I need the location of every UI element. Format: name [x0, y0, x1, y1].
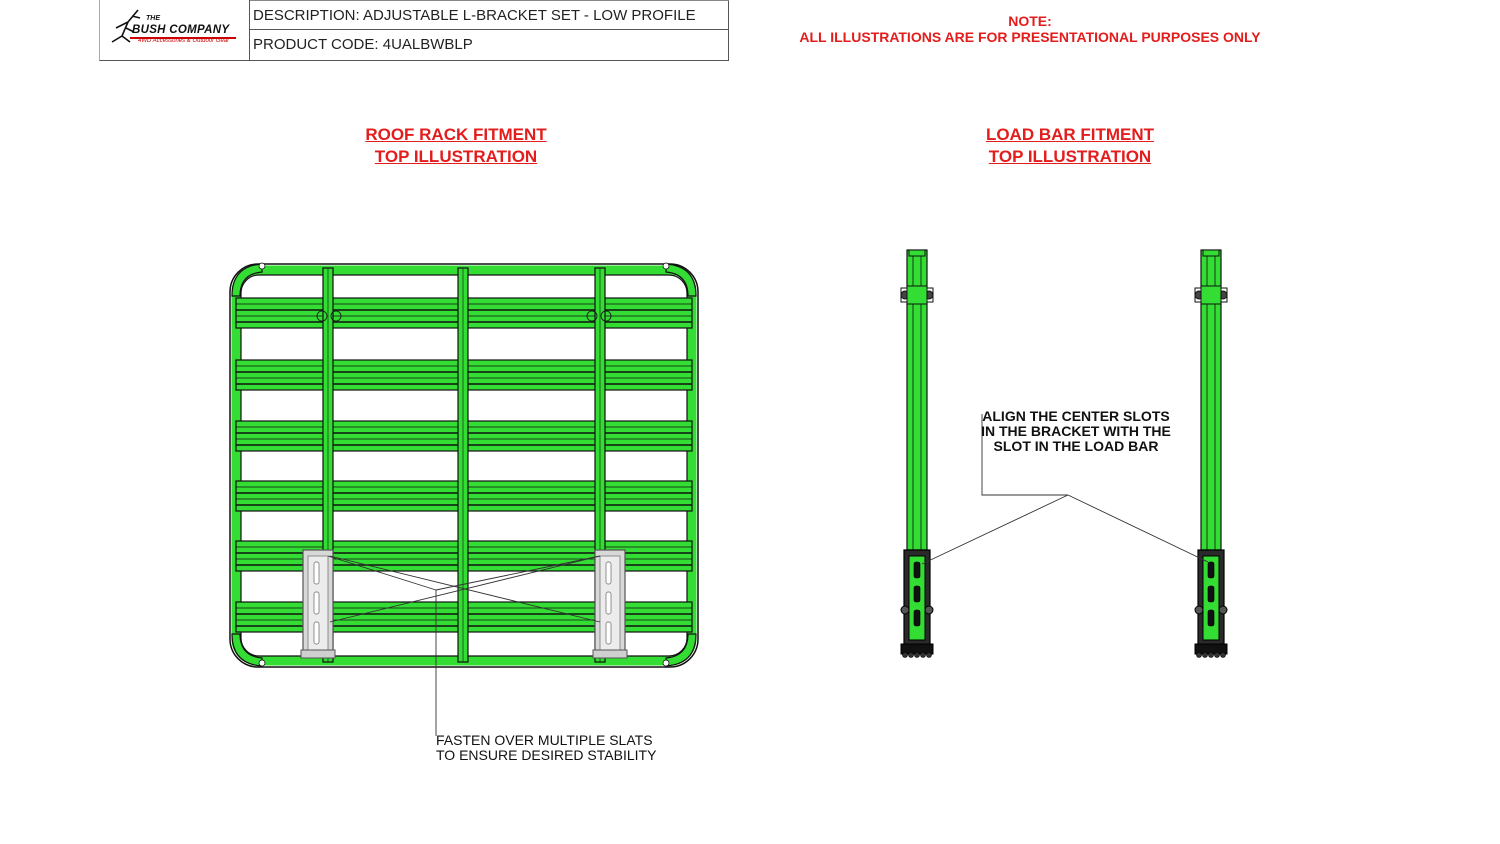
note-text: ALL ILLUSTRATIONS ARE FOR PRESENTATIONAL PURPOSES ONLY	[799, 29, 1261, 45]
product-code-field: PRODUCT CODE: 4UALBWBLP	[253, 36, 473, 53]
load-bar-callout-line3: SLOT IN THE LOAD BAR	[993, 438, 1159, 454]
description-field: DESCRIPTION: ADJUSTABLE L-BRACKET SET - LOW PROFILE	[250, 0, 729, 30]
note-heading: NOTE:	[1008, 13, 1052, 29]
load-bar-left	[901, 250, 933, 658]
roof-rack-heading-line1: ROOF RACK FITMENT	[365, 125, 547, 144]
roof-rack-illustration	[230, 263, 698, 736]
roof-rack-callout	[436, 733, 656, 763]
load-bar-heading-line2: TOP ILLUSTRATION	[988, 147, 1152, 166]
roof-rack-callout-line1: FASTEN OVER MULTIPLE SLATS	[436, 732, 653, 748]
roof-rack-heading-line2: TOP ILLUSTRATION	[374, 147, 538, 166]
roof-rack-callout-line2: TO ENSURE DESIRED STABILITY	[436, 747, 657, 763]
logo-the: THE	[146, 15, 160, 22]
load-bar-heading-line1: LOAD BAR FITMENT	[985, 125, 1155, 144]
rack-l-bracket-right	[593, 550, 627, 658]
corner-bottom-left	[232, 634, 262, 666]
rack-l-bracket-left	[301, 550, 335, 658]
load-bar-callout-line1: ALIGN THE CENTER SLOTS	[982, 408, 1170, 424]
load-bar-right	[1195, 250, 1227, 658]
corner-bottom-right	[666, 634, 696, 666]
load-bar-callout-line2: IN THE BRACKET WITH THE	[981, 423, 1171, 439]
logo-tagline: 4WD Accessories & Outdoor Gear	[138, 38, 230, 44]
logo-wordmark: BUSH COMPANY	[132, 24, 230, 36]
load-bar-callout	[978, 409, 1174, 454]
